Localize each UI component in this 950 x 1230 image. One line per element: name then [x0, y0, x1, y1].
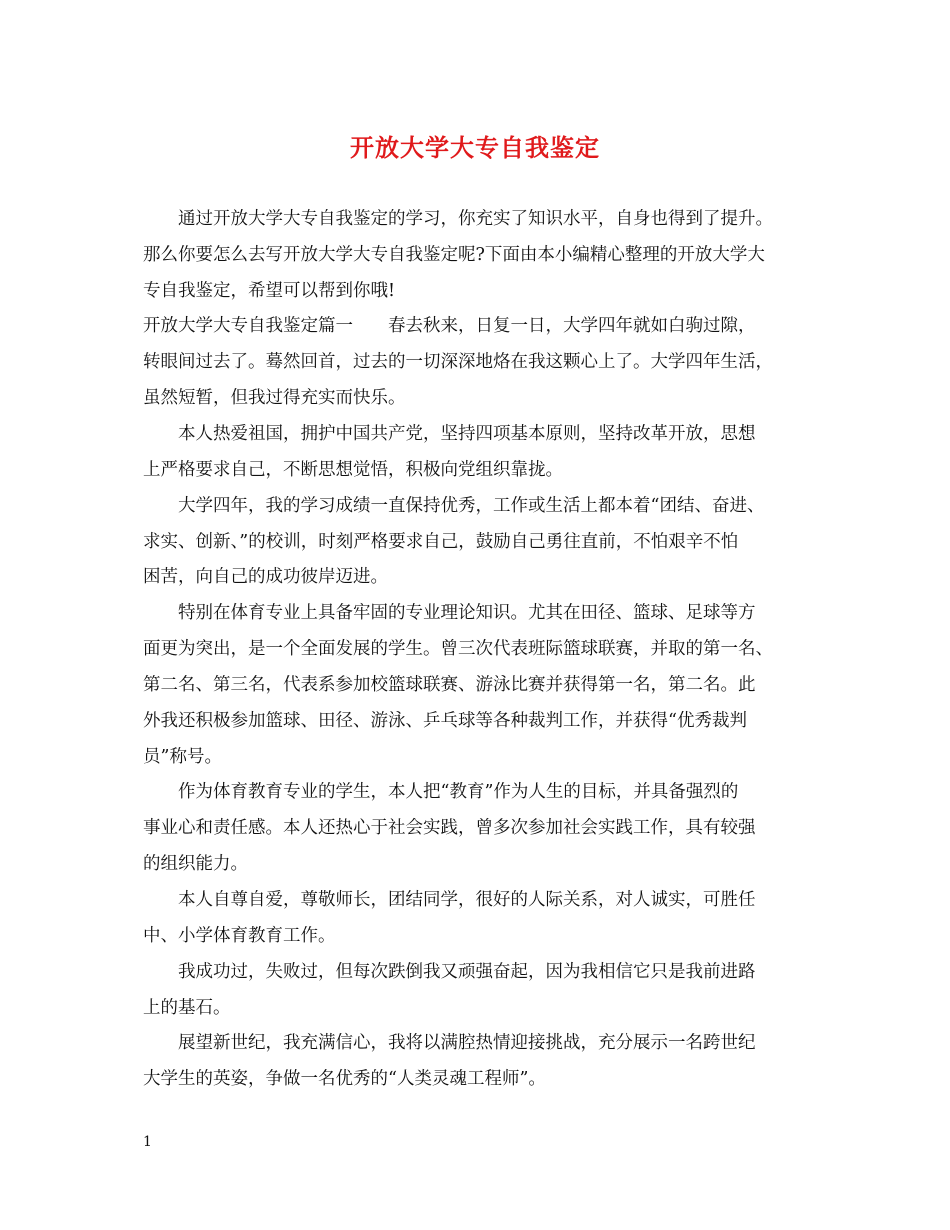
paragraph-line: 开放大学大专自我鉴定篇一 春去秋来，日复一日，大学四年就如白驹过隙， [143, 316, 756, 336]
paragraph-line: 我成功过，失败过，但每次跌倒我又顽强奋起，因为我相信它只是我前进路 [178, 962, 756, 982]
paragraph-line: 困苦，向自己的成功彼岸迈进。 [143, 567, 388, 587]
paragraph-line: 虽然短暂，但我过得充实而快乐。 [143, 388, 406, 408]
paragraph-line: 上严格要求自己，不断思想觉悟，积极向党组织靠拢。 [143, 460, 563, 480]
paragraph-line: 求实、创新、”的校训，时刻严格要求自己，鼓励自己勇往直前，不怕艰辛不怕 [143, 532, 739, 552]
paragraph-line: 通过开放大学大专自我鉴定的学习，你充实了知识水平，自身也得到了提升。 [178, 209, 773, 229]
paragraph-line: 第二名、第三名，代表系参加校篮球联赛、游泳比赛并获得第一名，第二名。此 [143, 675, 756, 695]
paragraph-line: 展望新世纪，我充满信心，我将以满腔热情迎接挑战，充分展示一名跨世纪 [178, 1033, 756, 1053]
paragraph-line: 员”称号。 [143, 747, 222, 767]
paragraph-line: 上的基石。 [143, 998, 231, 1018]
paragraph-line: 中、小学体育教育工作。 [143, 926, 336, 946]
paragraph-line: 特别在体育专业上具备牢固的专业理论知识。尤其在田径、篮球、足球等方 [178, 603, 756, 623]
paragraph-line: 的组织能力。 [143, 854, 248, 874]
paragraph-line: 转眼间过去了。蓦然回首，过去的一切深深地烙在我这颗心上了。大学四年生活， [143, 352, 773, 372]
document-title: 开放大学大专自我鉴定 [350, 133, 600, 162]
paragraph-line: 大学四年，我的学习成绩一直保持优秀，工作或生活上都本着“团结、奋进、 [178, 496, 765, 516]
paragraph-line: 本人热爱祖国，拥护中国共产党，坚持四项基本原则，坚持改革开放，思想 [178, 424, 756, 444]
paragraph-line: 那么你要怎么去写开放大学大专自我鉴定呢?下面由本小编精心整理的开放大学大 [143, 245, 765, 265]
page-number: 1 [143, 1134, 152, 1150]
paragraph-line: 面更为突出，是一个全面发展的学生。曾三次代表班际篮球联赛，并取的第一名、 [143, 639, 773, 659]
paragraph-line: 外我还积极参加篮球、田径、游泳、乒乓球等各种裁判工作，并获得“优秀裁判 [143, 711, 747, 731]
paragraph-line: 作为体育教育专业的学生，本人把“教育”作为人生的目标，并具备强烈的 [178, 782, 739, 802]
paragraph-line: 专自我鉴定，希望可以帮到你哦! [143, 281, 396, 301]
paragraph-line: 事业心和责任感。本人还热心于社会实践，曾多次参加社会实践工作，具有较强 [143, 818, 756, 838]
paragraph-line: 本人自尊自爱，尊敬师长，团结同学，很好的人际关系，对人诚实，可胜任 [178, 890, 756, 910]
paragraph-line: 大学生的英姿，争做一名优秀的“人类灵魂工程师”。 [143, 1069, 546, 1089]
